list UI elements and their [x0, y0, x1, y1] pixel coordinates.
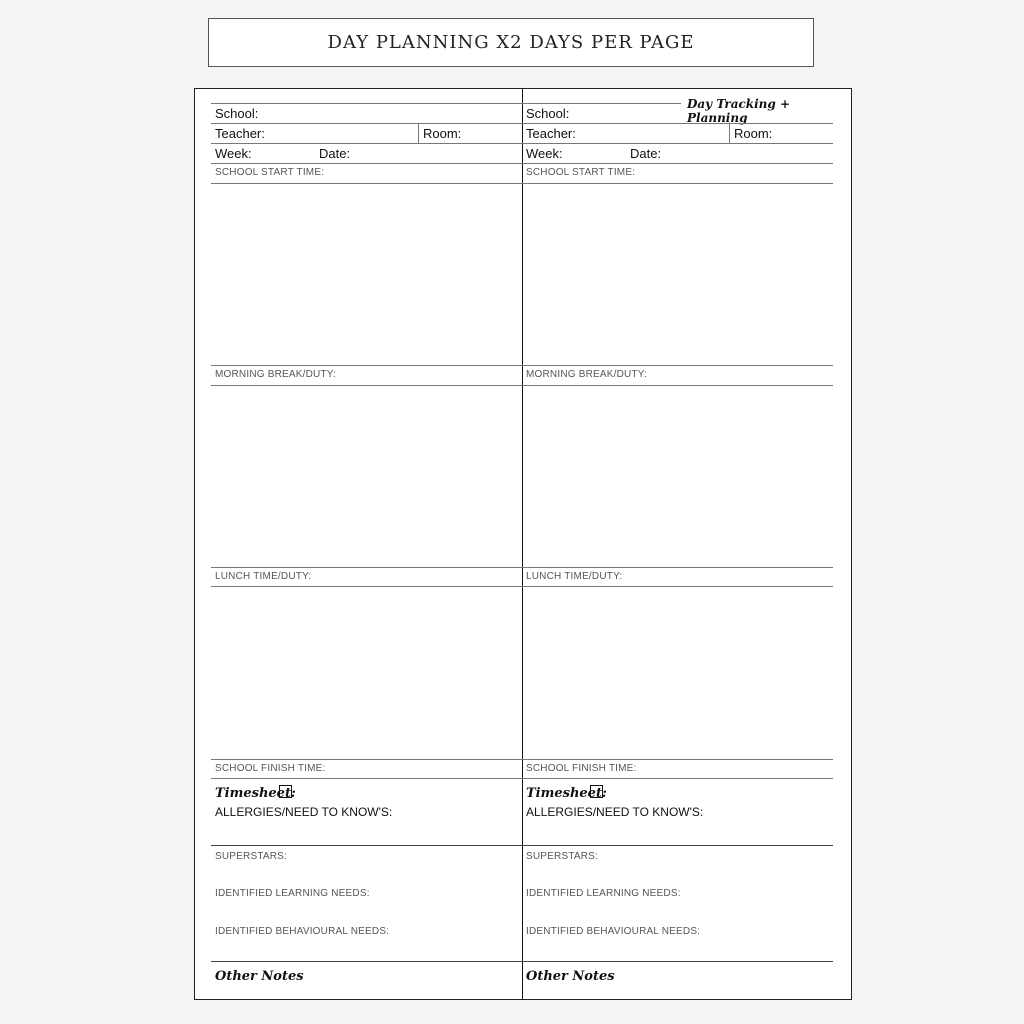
- row-line: [211, 103, 523, 104]
- row-line: [211, 778, 523, 779]
- allergies-label: ALLERGIES/NEED TO KNOW'S:: [526, 805, 704, 819]
- school-start-time-label: SCHOOL START TIME:: [215, 167, 325, 178]
- room-field[interactable]: Room:: [423, 126, 462, 141]
- title-banner: [208, 18, 814, 67]
- row-line: [211, 163, 523, 164]
- row-line: [522, 163, 833, 164]
- teacher-field[interactable]: Teacher:: [526, 126, 576, 141]
- cell-divider: [729, 123, 730, 143]
- week-field[interactable]: Week:: [526, 146, 563, 161]
- school-field[interactable]: School:: [526, 106, 570, 121]
- school-start-time-label: SCHOOL START TIME:: [526, 167, 636, 178]
- behavioural-needs-label: IDENTIFIED BEHAVIOURAL NEEDS:: [215, 926, 390, 937]
- other-notes-label: Other Notes: [526, 969, 615, 984]
- school-field[interactable]: School:: [215, 106, 259, 121]
- row-line: [211, 123, 523, 124]
- row-line: [211, 586, 523, 587]
- other-notes-label: Other Notes: [215, 969, 304, 984]
- row-line: [211, 759, 523, 760]
- morning-break-label: MORNING BREAK/DUTY:: [215, 369, 337, 380]
- learning-needs-label: IDENTIFIED LEARNING NEEDS:: [526, 888, 681, 899]
- row-line: [522, 183, 833, 184]
- timesheet-checkbox[interactable]: [590, 785, 603, 798]
- superstars-label: SUPERSTARS:: [215, 851, 288, 862]
- row-line: [522, 567, 833, 568]
- page-tag: Day Tracking + Planning: [687, 97, 791, 125]
- row-line: [522, 385, 833, 386]
- row-line: [211, 845, 523, 846]
- timesheet-checkbox[interactable]: [279, 785, 292, 798]
- teacher-field[interactable]: Teacher:: [215, 126, 265, 141]
- learning-needs-label: IDENTIFIED LEARNING NEEDS:: [215, 888, 370, 899]
- timesheet-label: Timesheet:: [526, 786, 607, 801]
- row-line: [211, 183, 523, 184]
- date-field[interactable]: Date:: [319, 146, 351, 161]
- date-field[interactable]: Date:: [630, 146, 662, 161]
- row-line: [522, 365, 833, 366]
- superstars-label: SUPERSTARS:: [526, 851, 599, 862]
- school-finish-time-label: SCHOOL FINISH TIME:: [526, 763, 637, 774]
- lunch-time-label: LUNCH TIME/DUTY:: [215, 571, 312, 582]
- school-finish-time-label: SCHOOL FINISH TIME:: [215, 763, 326, 774]
- week-field[interactable]: Week:: [215, 146, 252, 161]
- day-column-1: [211, 89, 523, 999]
- row-line: [522, 759, 833, 760]
- timesheet-label: Timesheet:: [215, 786, 296, 801]
- row-line: [522, 103, 681, 104]
- row-line: [211, 143, 523, 144]
- row-line: [211, 961, 523, 962]
- room-field[interactable]: Room:: [734, 126, 773, 141]
- row-line: [211, 567, 523, 568]
- allergies-label: ALLERGIES/NEED TO KNOW'S:: [215, 805, 393, 819]
- planner-page: [194, 88, 852, 1000]
- cell-divider: [418, 123, 419, 143]
- row-line: [522, 778, 833, 779]
- row-line: [522, 845, 833, 846]
- row-line: [522, 961, 833, 962]
- behavioural-needs-label: IDENTIFIED BEHAVIOURAL NEEDS:: [526, 926, 701, 937]
- day-column-2: [522, 89, 833, 999]
- lunch-time-label: LUNCH TIME/DUTY:: [526, 571, 623, 582]
- page-title: DAY PLANNING X2 DAYS PER PAGE: [327, 32, 695, 53]
- row-line: [211, 385, 523, 386]
- row-line: [211, 365, 523, 366]
- row-line: [522, 586, 833, 587]
- row-line: [522, 123, 833, 124]
- morning-break-label: MORNING BREAK/DUTY:: [526, 369, 648, 380]
- row-line: [522, 143, 833, 144]
